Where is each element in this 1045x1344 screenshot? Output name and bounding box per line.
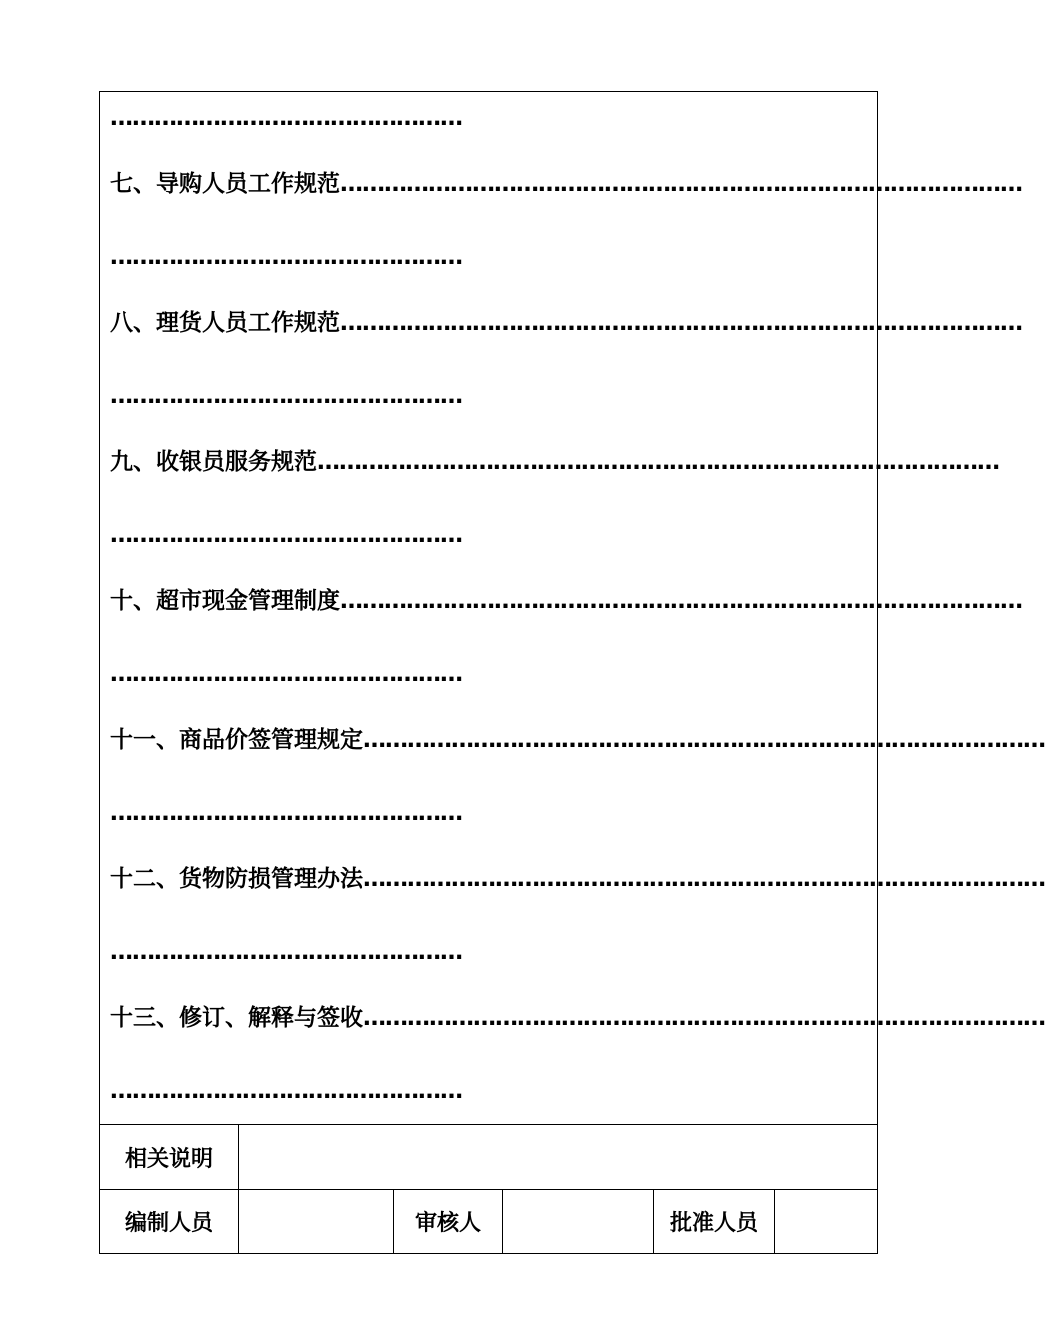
toc-title: 九、收银员服务规范 (110, 449, 317, 475)
reviewer-label: 审核人 (414, 1211, 481, 1236)
toc-leader-dots: ………………………………………… (110, 939, 462, 965)
toc-title: 八、理货人员工作规范 (110, 310, 340, 336)
approver-value[interactable] (775, 1190, 877, 1253)
toc-leader-dots: ………………………………………… (110, 800, 462, 826)
toc-line (110, 659, 466, 689)
related-notes-label: 相关说明 (124, 1146, 213, 1172)
toc-line (110, 864, 1045, 894)
toc-title: 十二、货物防损管理办法 (110, 866, 363, 892)
toc-leader-dots: ………………………………………………………………………………… (363, 727, 1045, 753)
toc-line (110, 447, 999, 477)
compiler-label: 编制人员 (124, 1211, 213, 1236)
toc-line (110, 1076, 466, 1106)
toc-line (110, 586, 1022, 616)
reviewer-value[interactable] (503, 1190, 653, 1253)
toc-leader-dots: ………………………………………………………………………………… (340, 588, 1022, 614)
toc-title: 十一、商品价签管理规定 (110, 727, 363, 753)
toc-leader-dots: ………………………………………………………………………………… (363, 866, 1045, 892)
toc-leader-dots: ………………………………………… (110, 661, 462, 687)
toc-line (110, 937, 466, 967)
toc-line (110, 242, 466, 272)
toc-line (110, 1003, 1045, 1033)
toc-leader-dots: ………………………………………… (110, 522, 462, 548)
toc-leader-dots: ………………………………………… (110, 105, 462, 131)
table-of-contents (100, 92, 1045, 1125)
toc-line (110, 103, 466, 133)
toc-line (110, 381, 466, 411)
toc-line (110, 725, 1045, 755)
toc-line (110, 520, 466, 550)
toc-title: 七、导购人员工作规范 (110, 171, 340, 197)
toc-line (110, 169, 1022, 199)
related-notes-row (100, 1125, 877, 1190)
toc-leader-dots: ………………………………………… (110, 244, 462, 270)
toc-leader-dots: ………………………………………… (110, 383, 462, 409)
signoff-row (100, 1190, 877, 1253)
toc-leader-dots: ………………………………………………………………………………… (363, 1005, 1045, 1031)
approver-label: 批准人员 (669, 1211, 758, 1236)
document-table (99, 91, 1045, 1254)
toc-leader-dots: ………………………………………………………………………………… (340, 171, 1022, 197)
toc-title: 十、超市现金管理制度 (110, 588, 340, 614)
toc-title: 十三、修订、解释与签收 (110, 1005, 363, 1031)
toc-leader-dots: ………………………………………………………………………………… (317, 449, 999, 475)
related-notes-value[interactable] (239, 1125, 877, 1189)
toc-line (110, 308, 1022, 338)
toc-leader-dots: ………………………………………… (110, 1078, 462, 1104)
toc-leader-dots: ………………………………………………………………………………… (340, 310, 1022, 336)
toc-line (110, 798, 466, 828)
compiler-value[interactable] (239, 1190, 393, 1253)
